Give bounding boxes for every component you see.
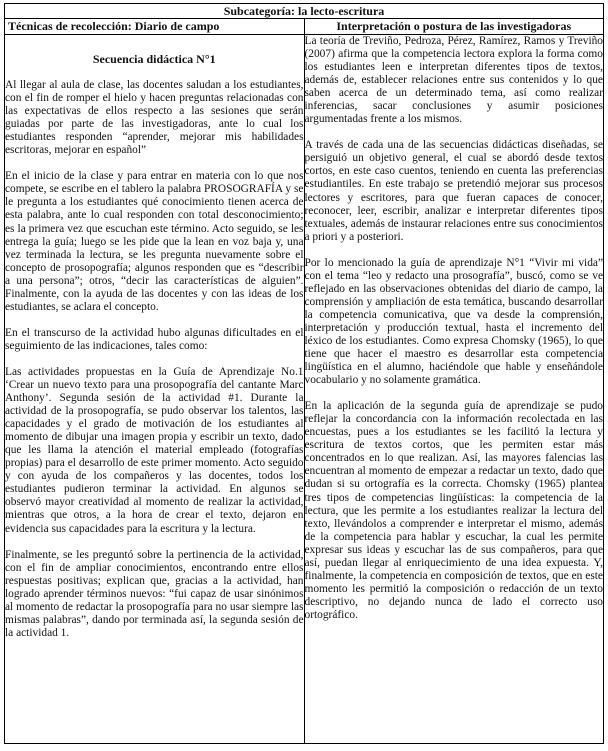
diary-paragraph: Al llegar al aula de clase, las docentes saludan a los estudiantes, con el fin de romper el hielo y hacen preguntas relacionadas con las expectativas de ellos respecto a las sesiones que serán guiadas por parte de las investigadoras, ante lo cual los estudiantes responden “aprender, mejorar mis habilidades escritoras, mejorar en español” (5, 79, 304, 157)
left-column-header: Técnicas de recolección: Diario de campo (5, 19, 305, 35)
diary-paragraph: Finalmente, se les preguntó sobre la pertinencia de la actividad, con el fin de ampliar conocimientos, encontrando entre ellos respuestas positivas; explican que, gracias a la actividad, han logrado aprender términos nuevos: “fui capaz de usar sinónimos al momento de redactar la prosopografía para no usar siempre las mismas palabras”, dando por terminada así, la segunda sesión de la actividad 1. (5, 548, 304, 639)
subcategory-header: Subcategoría: la lecto-escritura (5, 4, 604, 19)
column-header-row (5, 19, 604, 35)
document-page (4, 3, 604, 748)
diary-paragraph: Las actividades propuestas en la Guía de Aprendizaje No.1 ‘Crear un nuevo texto para una prosopografía del cantante Marc Anthony’. Segunda sesión de la actividad #1. Durante la actividad de la prosopografía, se pudo observar los talentos, las capacidades y el grado de motivación de los estudiantes al momento de dibujar una imagen propia y escribir un texto, dado que les llama la atención el material empleado (fotografías propias) para el desarrollo de este primer momento. Acto seguido y con ayuda de los compañeros y las docentes, todos los estudiantes pudieron terminar la actividad. En algunos se observó mayor creatividad al momento de realizar la actividad, mientras que otros, a la hora de crear el texto, dejaron en evidencia sus capacidades para la escritura y la lectura. (5, 365, 304, 535)
diary-paragraph: En el transcurso de la actividad hubo algunas dificultades en el seguimiento de las indicaciones, tales como: (5, 326, 304, 352)
subcategory-row (5, 4, 604, 19)
interpretation-paragraph: La teoría de Treviño, Pedroza, Pérez, Ramírez, Ramos y Treviño (2007) afirma que la competencia lectora explora la forma como los estudiantes leen e interpretan diferentes tipos de textos, además de, establecer relaciones entre sus contenidos y lo que saben acerca de un determinado tema, así como realizar inferencias, sacar conclusiones y asumir posiciones argumentadas frente a los mismos. (304, 35, 603, 126)
sequence-title: Secuencia didáctica N°1 (92, 52, 216, 66)
diary-paragraph: En el inicio de la clase y para entrar en materia con lo que nos compete, se escribe en el tablero la palabra PROSOGRAFÍA y se le pregunta a los estudiantes qué conocimiento tienen acerca de esta palabra, ante lo cual responden con total desconocimiento; es la primera vez que escuchan este término. Acto seguido, se les entrega la guía; luego se les pide que la lean en voz baja y, una vez terminada la lectura, se les pregunta nuevamente sobre el concepto de prosopografía; algunos responden que es “describir a una persona”; otros, “decir las características de alguien”. Finalmente, con la ayuda de las docentes y con las ideas de los estudiantes, se aclara el concepto. (5, 170, 304, 313)
interpretation-table (4, 3, 604, 744)
field-diary-cell (5, 35, 305, 744)
interpretation-paragraph: A través de cada una de las secuencias didácticas diseñadas, se persiguió un objetivo general, el cual se abordó desde textos cortos, en este caso cuentos, teniendo en cuenta las preferencias estudiantiles. En este trabajo se pretendió mejorar sus procesos lectores y escritores, para que fueran capaces de conocer, reconocer, leer, escribir, analizar e interpretar diferentes tipos textuales, además de instaurar relaciones entre sus conocimientos a priori y a posteriori. (304, 139, 603, 243)
content-row (5, 35, 604, 744)
interpretation-cell (304, 35, 604, 744)
interpretation-paragraph: Por lo mencionado la guía de aprendizaje N°1 “Vivir mi vida” con el tema “leo y redacto una prosografía”, buscó, como se ve reflejado en las observaciones obtenidas del diario de campo, la comprensión y ampliación de esta temática, buscando desarrollar la competencia comunicativa, que va desde la comprensión, interpretación y producción textual, hasta el incremento del léxico de los estudiantes. Como expresa Chomsky (1965), lo que tiene que hacer el maestro es desarrollar esta competencia lingüística en el alumno, haciéndole que hable y enseñándole vocabulario y no solamente gramática. (304, 256, 603, 387)
right-column-header: Interpretación o postura de las investigadoras (304, 19, 604, 35)
interpretation-paragraph: En la aplicación de la segunda guía de aprendizaje se pudo reflejar la concordancia con la información recolectada en las encuestas, pues a los estudiantes se les facilitó la lectura y escritura de textos cortos, que les permiten estar más concentrados en lo que realizan. Así, las mayores falencias las encuentran al momento de empezar a redactar un texto, dado que dudan si su ortografía es la correcta. Chomsky (1965) plantea tres tipos de competencias lingüísticas: la competencia de la lectura, que les permite a los estudiantes realizar la lectura del texto, llevándolos a comprender e interpretar el mismo, además de la competencia para hablar y escuchar, la cual les permite expresar sus ideas y escuchar las de sus compañeros, para que así, puedan llegar al enriquecimiento de una idea expuesta. Y, finalmente, la competencia en composición de textos, que en este momento les permitió la composición o redacción de un texto descriptivo, no dejando nunca de lado el correcto uso ortográfico. (304, 400, 603, 621)
